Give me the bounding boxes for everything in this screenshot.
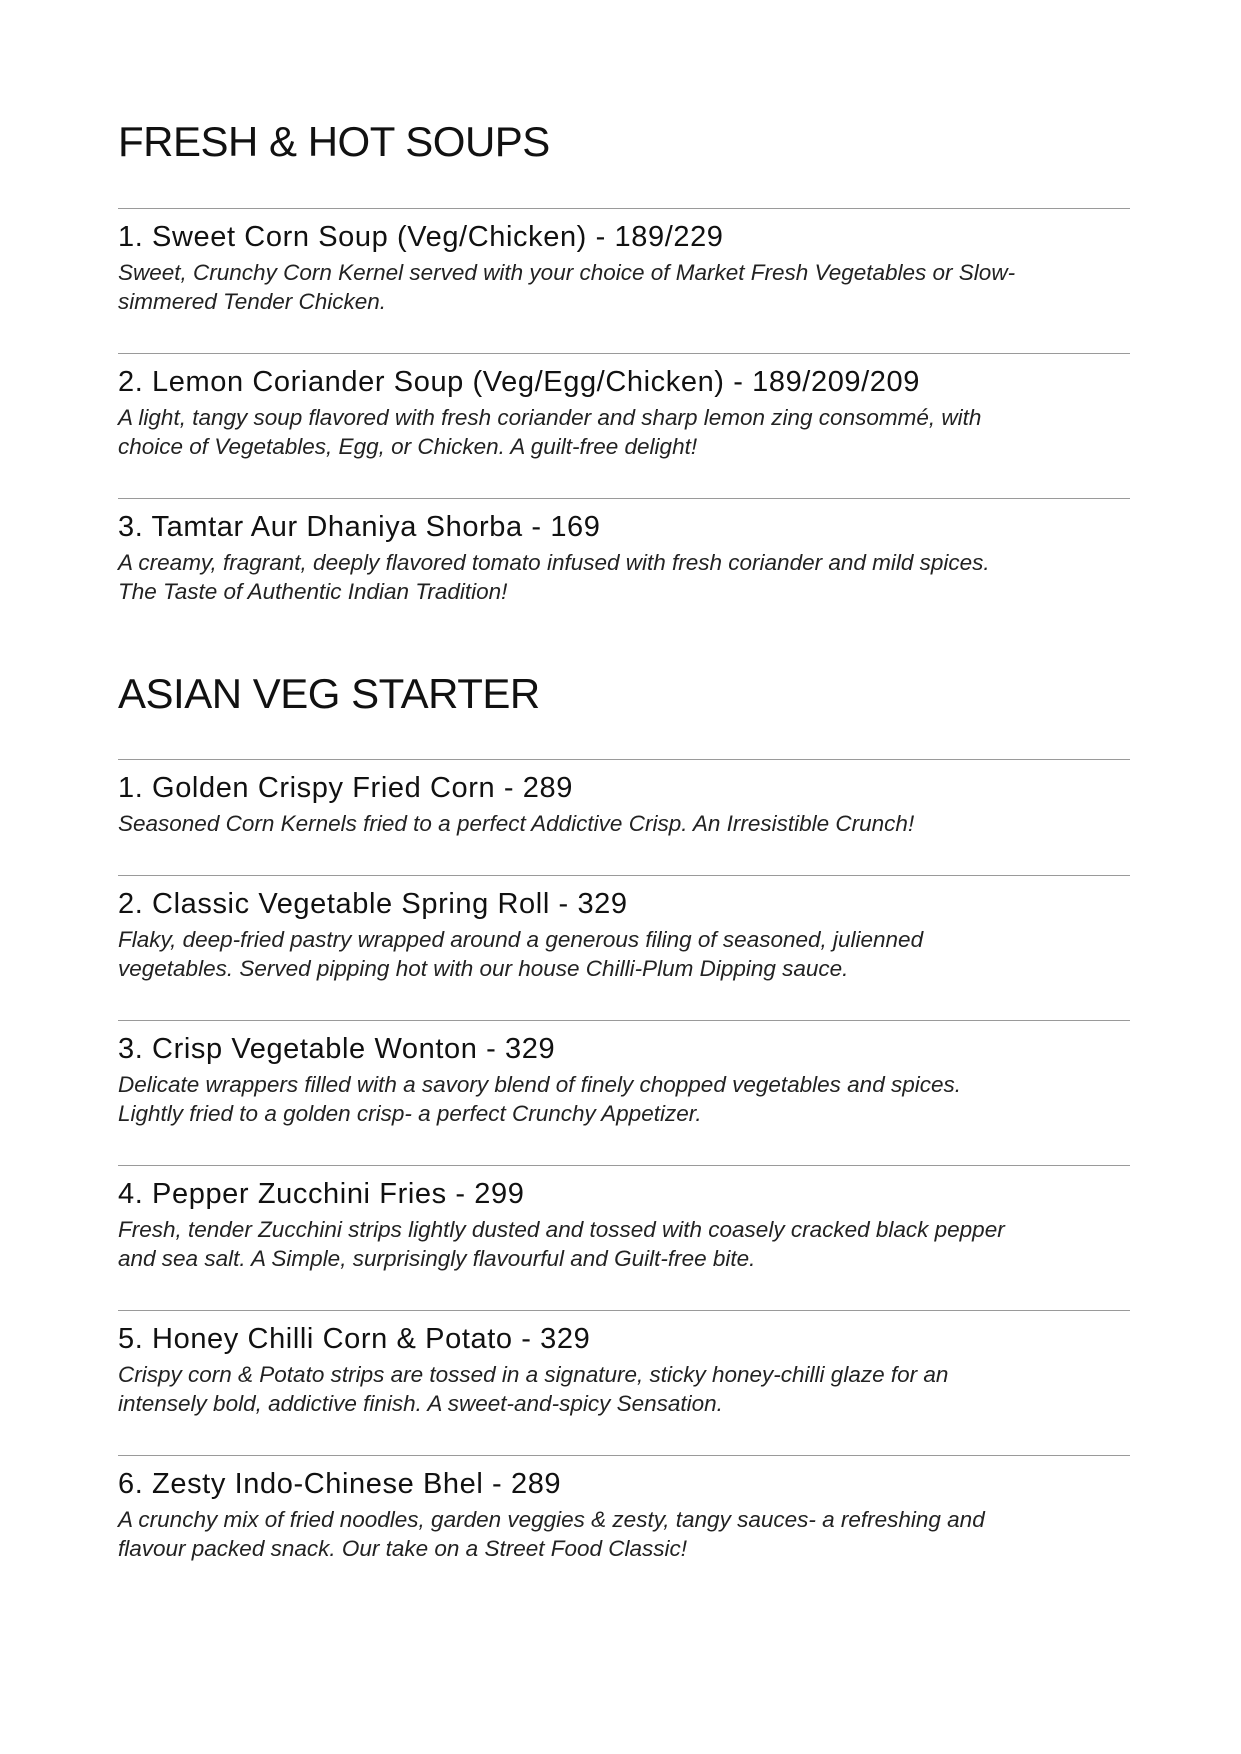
menu-item-golden-crispy-corn	[118, 759, 1130, 838]
divider	[118, 1310, 1130, 1311]
menu-item-description: Crispy corn & Potato strips are tossed in a signature, sticky honey-chilli glaze for an intensely bold, addictive finish. A sweet-and-spicy Sensation.	[118, 1362, 949, 1416]
menu-item-description: Flaky, deep-fried pastry wrapped around a generous filing of seasoned, julienned vegetables. Served pipping hot with our house Chilli-Plum Dipping sauce.	[118, 927, 924, 981]
menu-item-vegetable-wonton	[118, 1020, 1130, 1128]
menu-item-indo-chinese-bhel	[118, 1455, 1130, 1563]
menu-item-title: 4. Pepper Zucchini Fries - 299	[118, 1178, 525, 1210]
menu-item-title: 6. Zesty Indo-Chinese Bhel - 289	[118, 1468, 562, 1500]
menu-item-lemon-coriander-soup	[118, 353, 1130, 461]
menu-item-description: Sweet, Crunchy Corn Kernel served with your choice of Market Fresh Vegetables or Slow- simmered Tender Chicken.	[118, 260, 1016, 314]
divider	[118, 1455, 1130, 1456]
menu-item-spring-roll	[118, 875, 1130, 983]
menu-item-zucchini-fries	[118, 1165, 1130, 1273]
divider	[118, 353, 1130, 354]
divider	[118, 498, 1130, 499]
menu-item-sweet-corn-soup	[118, 208, 1130, 316]
menu-item-title: 2. Classic Vegetable Spring Roll - 329	[118, 888, 628, 920]
divider	[118, 875, 1130, 876]
divider	[118, 208, 1130, 209]
menu-item-honey-chilli-corn-potato	[118, 1310, 1130, 1418]
divider	[118, 759, 1130, 760]
divider	[118, 1020, 1130, 1021]
section-title-soups: FRESH & HOT SOUPS	[118, 118, 550, 165]
menu-item-description: Seasoned Corn Kernels fried to a perfect Addictive Crisp. An Irresistible Crunch!	[118, 811, 915, 836]
menu-item-title: 1. Sweet Corn Soup (Veg/Chicken) - 189/229	[118, 221, 724, 253]
menu-item-tamatar-shorba	[118, 498, 1130, 606]
section-title-asian-veg-starter: ASIAN VEG STARTER	[118, 670, 540, 717]
menu-item-title: 1. Golden Crispy Fried Corn - 289	[118, 772, 573, 804]
menu-item-title: 5. Honey Chilli Corn & Potato - 329	[118, 1323, 591, 1355]
menu-item-description: A crunchy mix of fried noodles, garden veggies & zesty, tangy sauces- a refreshing and flavour packed snack. Our take on a Street Food Classic!	[118, 1507, 985, 1561]
menu-item-description: Fresh, tender Zucchini strips lightly dusted and tossed with coasely cracked black pepper and sea salt. A Simple, surprisingly flavourful and Guilt-free bite.	[118, 1217, 1005, 1271]
menu-item-title: 3. Crisp Vegetable Wonton - 329	[118, 1033, 556, 1065]
divider	[118, 1165, 1130, 1166]
menu-item-description: A light, tangy soup flavored with fresh coriander and sharp lemon zing consommé, with choice of Vegetables, Egg, or Chicken. A guilt-free delight!	[118, 405, 982, 459]
menu-item-title: 2. Lemon Coriander Soup (Veg/Egg/Chicken) - 189/209/209	[118, 366, 920, 398]
menu-item-description: A creamy, fragrant, deeply flavored tomato infused with fresh coriander and mild spices. The Taste of Authentic Indian Tradition!	[118, 550, 990, 604]
menu-item-description: Delicate wrappers filled with a savory blend of finely chopped vegetables and spices. Lightly fried to a golden crisp- a perfect Crunchy Appetizer.	[118, 1072, 961, 1126]
menu-item-title: 3. Tamtar Aur Dhaniya Shorba - 169	[118, 511, 601, 543]
